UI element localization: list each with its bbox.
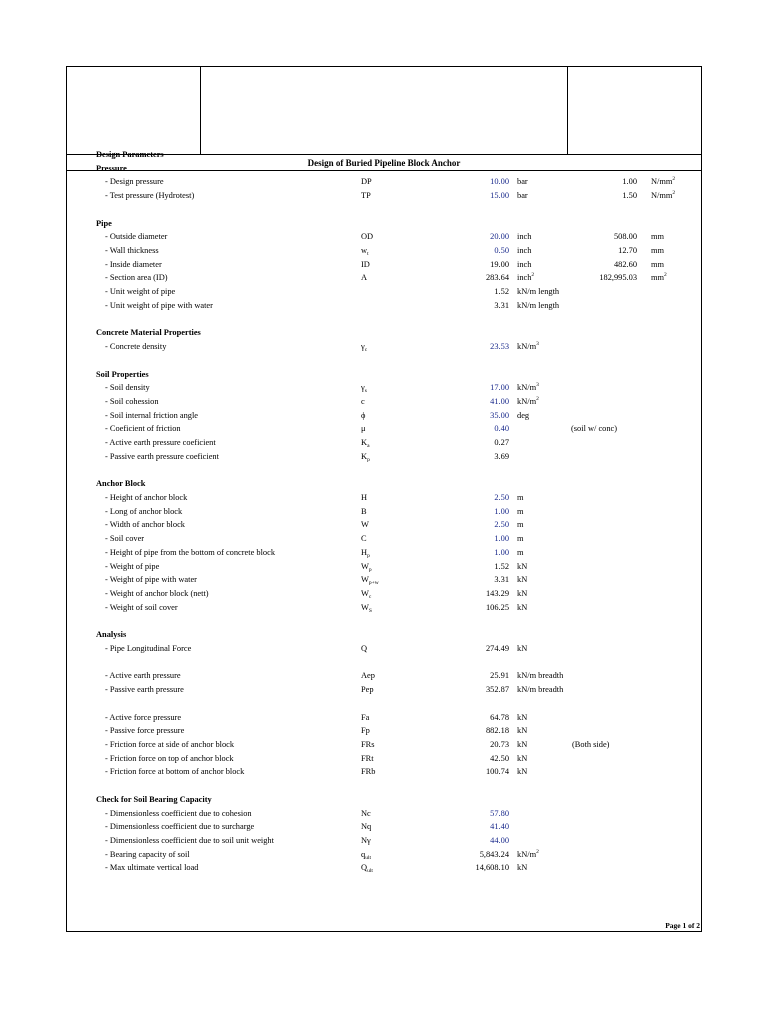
parameter-label: - Wall thickness: [105, 246, 159, 256]
parameter-value: 5,843.24: [479, 849, 509, 859]
converted-unit: $N/mm^2$: [651, 176, 676, 187]
parameter-symbol: W: [361, 520, 369, 530]
parameter-row: [67, 766, 701, 778]
section-title: Design Parameters: [96, 150, 164, 159]
parameter-unit: kN: [517, 602, 528, 612]
parameter-unit: kN: [517, 589, 528, 599]
parameter-value: 23.53: [490, 342, 509, 352]
parameter-value: 10.00: [490, 177, 509, 187]
parameter-row: [67, 492, 701, 504]
parameter-value: 15.00: [490, 191, 509, 201]
section-heading: [67, 149, 701, 161]
parameter-value: 64.78: [490, 712, 509, 722]
parameter-row: [67, 849, 701, 861]
parameter-unit: $kN/m^3$: [517, 341, 539, 352]
parameter-symbol: Aep: [361, 671, 375, 681]
parameter-value: 1.00: [494, 547, 509, 557]
parameter-unit: $kN/m^3$: [517, 382, 539, 393]
parameter-symbol: Nc: [361, 808, 371, 818]
parameter-row: [67, 259, 701, 271]
parameter-label: - Pipe Longitudinal Force: [105, 643, 192, 653]
parameter-label: - Passive force pressure: [105, 726, 185, 736]
parameter-symbol: μ: [361, 424, 366, 434]
parameter-symbol: OD: [361, 232, 374, 242]
parameter-symbol: Q: [361, 643, 368, 653]
parameter-value: 1.52: [494, 561, 509, 571]
converted-value: 182,995.03: [599, 273, 637, 283]
parameter-label: - Width of anchor block: [105, 520, 185, 530]
parameter-symbol: Fp: [361, 726, 370, 736]
parameter-row: [67, 561, 701, 573]
parameter-unit: kN: [517, 712, 528, 722]
converted-value: 1.00: [622, 177, 637, 187]
parameter-row: [67, 684, 701, 696]
parameter-value: 352.87: [485, 685, 509, 695]
parameter-symbol: FRt: [361, 753, 374, 763]
parameter-unit: kN: [517, 739, 528, 749]
parameter-row: [67, 506, 701, 518]
parameter-value: 106.25: [485, 602, 509, 612]
parameter-symbol: Fa: [361, 712, 370, 722]
parameter-symbol: ID: [361, 259, 370, 269]
section-title: Anchor Block: [96, 479, 146, 489]
parameter-value: 14,608.10: [475, 863, 509, 873]
parameter-label: - Test pressure (Hydrotest): [105, 191, 195, 201]
parameter-row: [67, 245, 701, 257]
parameter-unit: m: [517, 493, 524, 502]
parameter-value: 283.64: [485, 273, 509, 283]
parameter-value: 1.00: [494, 534, 509, 544]
parameter-row: [67, 862, 701, 874]
parameter-unit: kN/m breadth: [517, 685, 564, 695]
parameter-label: - Active force pressure: [105, 712, 182, 722]
parameter-value: 1.00: [494, 506, 509, 516]
section-title: Soil Properties: [96, 369, 149, 379]
parameter-label: - Weight of soil cover: [105, 602, 178, 612]
parameter-value: 100.74: [485, 767, 509, 777]
parameter-unit: inch: [517, 259, 532, 269]
parameter-label: - Soil internal friction angle: [105, 410, 199, 420]
parameter-row: [67, 396, 701, 408]
parameter-value: 17.00: [490, 383, 509, 393]
parameter-row: [67, 739, 701, 751]
parameter-label: - Outside diameter: [105, 232, 168, 242]
parameter-value: 41.40: [490, 822, 509, 832]
calculation-sheet: [66, 66, 702, 932]
parameter-symbol: FRb: [361, 767, 376, 777]
parameter-row: [67, 423, 701, 435]
parameter-value: 3.69: [494, 451, 509, 461]
parameter-label: - Inside diameter: [105, 259, 162, 269]
parameter-symbol: $W_S$: [361, 602, 372, 614]
parameter-symbol: c: [361, 396, 365, 406]
parameter-row: [67, 382, 701, 394]
parameter-value: 20.00: [490, 232, 509, 242]
parameter-note: (soil w/ conc): [571, 424, 618, 434]
parameter-symbol: $w_t$: [361, 246, 369, 258]
parameter-row: [67, 670, 701, 682]
parameter-label: - Friction force on top of anchor block: [105, 753, 234, 763]
parameter-label: - Friction force at side of anchor block: [105, 739, 235, 749]
parameter-unit: kN: [517, 726, 528, 736]
parameter-row: [67, 753, 701, 765]
section-heading: [67, 163, 701, 175]
parameter-label: - Concrete density: [105, 342, 167, 352]
parameter-symbol: Nq: [361, 822, 372, 832]
parameter-unit: kN: [517, 575, 528, 585]
parameter-symbol: FRs: [361, 739, 375, 749]
converted-unit: mm: [651, 259, 665, 269]
parameter-row: [67, 547, 701, 559]
parameter-label: - Height of pipe from the bottom of concrete block: [105, 547, 276, 557]
parameter-row: [67, 437, 701, 449]
parameter-value: 41.00: [490, 396, 509, 406]
parameter-label: - Max ultimate vertical load: [105, 863, 199, 873]
parameter-unit: inch: [517, 232, 532, 242]
converted-unit: $mm^2$: [651, 272, 667, 283]
section-title: Check for Soil Bearing Capacity: [96, 794, 212, 804]
parameter-unit: kN/m length: [517, 287, 560, 297]
parameter-unit: inch: [517, 246, 532, 256]
parameter-label: - Unit weight of pipe with water: [105, 300, 213, 310]
section-title: Analysis: [96, 630, 127, 640]
parameter-row: [67, 574, 701, 586]
parameter-unit: kN: [517, 643, 528, 653]
parameter-value: 35.00: [490, 410, 509, 420]
section-heading: [67, 794, 701, 806]
parameter-label: - Active earth pressure: [105, 671, 181, 681]
page-number: Page 1 of 2: [665, 921, 700, 930]
parameter-symbol: B: [361, 506, 367, 516]
parameter-row: [67, 588, 701, 600]
section-title: Concrete Material Properties: [96, 328, 201, 338]
parameter-value: 0.40: [494, 424, 509, 434]
parameter-unit: m: [517, 534, 524, 544]
parameter-value: 2.50: [494, 520, 509, 530]
parameter-unit: kN: [517, 863, 528, 873]
parameter-unit: $kN/m^2$: [517, 395, 539, 406]
parameter-label: - Bearing capacity of soil: [105, 849, 190, 859]
parameter-value: 44.00: [490, 836, 509, 845]
parameter-value: 1.52: [494, 287, 509, 297]
section-heading: [67, 218, 701, 230]
parameter-label: - Design pressure: [105, 177, 164, 187]
parameter-symbol: TP: [361, 191, 371, 201]
parameter-unit: kN: [517, 561, 528, 571]
parameter-row: [67, 410, 701, 422]
parameter-value: 57.80: [490, 808, 509, 818]
parameter-unit: inch$^2$: [517, 272, 535, 283]
parameter-row: [67, 341, 701, 353]
parameter-value: 3.31: [494, 300, 509, 310]
parameter-row: [67, 231, 701, 243]
parameter-row: [67, 190, 701, 202]
parameter-unit: kN/m breadth: [517, 671, 564, 681]
parameter-label: - Active earth pressure coeficient: [105, 438, 216, 448]
parameter-value: 25.91: [490, 671, 509, 681]
parameter-label: - Soil cohession: [105, 396, 159, 406]
parameter-symbol: $W_{p+w}$: [361, 575, 379, 587]
parameter-row: [67, 808, 701, 820]
parameter-unit: bar: [517, 177, 528, 187]
parameter-unit: m: [517, 506, 524, 516]
parameter-value: 42.50: [490, 753, 509, 763]
parameter-label: - Long of anchor block: [105, 506, 183, 516]
parameter-label: - Friction force at bottom of anchor block: [105, 767, 245, 777]
parameter-unit: bar: [517, 191, 528, 201]
parameter-symbol: $K_p$: [361, 451, 370, 463]
parameter-row: [67, 533, 701, 545]
parameter-row: [67, 272, 701, 284]
parameter-value: 0.27: [494, 438, 509, 448]
parameter-value: 274.49: [485, 643, 509, 653]
parameter-symbol: $q_{ult}$: [361, 849, 371, 861]
parameter-unit: $kN/m^2$: [517, 848, 539, 859]
section-heading: [67, 369, 701, 381]
converted-unit: mm: [651, 246, 665, 256]
parameter-row: [67, 821, 701, 833]
parameter-symbol: H: [361, 493, 368, 502]
converted-value: 12.70: [618, 246, 637, 256]
parameter-value: 20.73: [490, 739, 509, 749]
parameter-label: - Dimensionless coefficient due to cohesion: [105, 808, 252, 818]
parameter-value: 2.50: [494, 493, 509, 502]
section-title: Pipe: [96, 218, 112, 228]
parameter-label: - Weight of pipe: [105, 561, 160, 571]
parameter-label: - Height of anchor block: [105, 493, 188, 502]
parameter-unit: kN: [517, 753, 528, 763]
parameter-value: 882.18: [485, 726, 509, 736]
section-title: Pressure: [96, 163, 127, 173]
parameter-symbol: Nγ: [361, 836, 371, 845]
parameter-unit: m: [517, 547, 524, 557]
parameter-row: [67, 602, 701, 614]
parameter-row: [67, 643, 701, 655]
parameter-symbol: $K_a$: [361, 438, 370, 450]
parameter-symbol: $W_p$: [361, 561, 372, 573]
parameter-row: [67, 519, 701, 531]
parameter-label: - Dimensionless coefficient due to soil unit weight: [105, 836, 274, 845]
parameter-value: 3.31: [494, 575, 509, 585]
parameter-symbol: C: [361, 534, 367, 544]
converted-value: 508.00: [613, 232, 637, 242]
section-heading: [67, 478, 701, 490]
parameter-label: - Soil density: [105, 383, 150, 393]
parameter-value: 19.00: [490, 259, 509, 269]
parameter-label: - Weight of anchor block (nett): [105, 589, 209, 599]
parameter-unit: m: [517, 520, 524, 530]
document-title: Design of Buried Pipeline Block Anchor: [307, 158, 461, 168]
parameter-symbol: $\gamma_s$: [361, 383, 367, 395]
section-heading: [67, 629, 701, 641]
parameter-label: - Soil cover: [105, 534, 145, 544]
parameter-row: [67, 712, 701, 724]
parameter-value: 0.50: [494, 246, 509, 256]
parameter-row: [67, 725, 701, 737]
parameter-symbol: $Q_{ult}$: [361, 863, 373, 875]
parameter-row: [67, 176, 701, 188]
section-heading: [67, 327, 701, 339]
parameter-label: - Unit weight of pipe: [105, 287, 176, 297]
parameter-row: [67, 835, 701, 847]
parameter-symbol: $H_p$: [361, 547, 370, 559]
converted-unit: $N/mm^2$: [651, 190, 676, 201]
parameter-unit: kN/m length: [517, 300, 560, 310]
parameter-row: [67, 300, 701, 312]
parameter-symbol: $W_c$: [361, 589, 372, 601]
parameter-label: - Passive earth pressure: [105, 685, 184, 695]
parameter-symbol: A: [361, 273, 368, 283]
parameter-label: - Dimensionless coefficient due to surcharge: [105, 822, 255, 832]
parameter-symbol: DP: [361, 177, 372, 187]
parameter-symbol: $\gamma_c$: [361, 342, 368, 354]
parameter-label: - Coeficient of friction: [105, 424, 181, 434]
converted-unit: mm: [651, 232, 665, 242]
converted-value: 1.50: [622, 191, 637, 201]
parameter-symbol: Pep: [361, 685, 374, 695]
parameter-unit: deg: [517, 410, 530, 420]
parameter-note: (Both side): [572, 739, 610, 749]
parameter-label: - Section area (ID): [105, 273, 168, 283]
header-divider-left: [200, 67, 201, 155]
parameter-symbol: ϕ: [361, 410, 366, 420]
header-divider-right: [567, 67, 568, 155]
parameter-value: 143.29: [485, 589, 509, 599]
parameter-row: [67, 451, 701, 463]
converted-value: 482.60: [613, 259, 637, 269]
parameter-label: - Weight of pipe with water: [105, 575, 197, 585]
parameter-row: [67, 286, 701, 298]
parameter-label: - Passive earth pressure coeficient: [105, 451, 219, 461]
parameter-unit: kN: [517, 767, 528, 777]
